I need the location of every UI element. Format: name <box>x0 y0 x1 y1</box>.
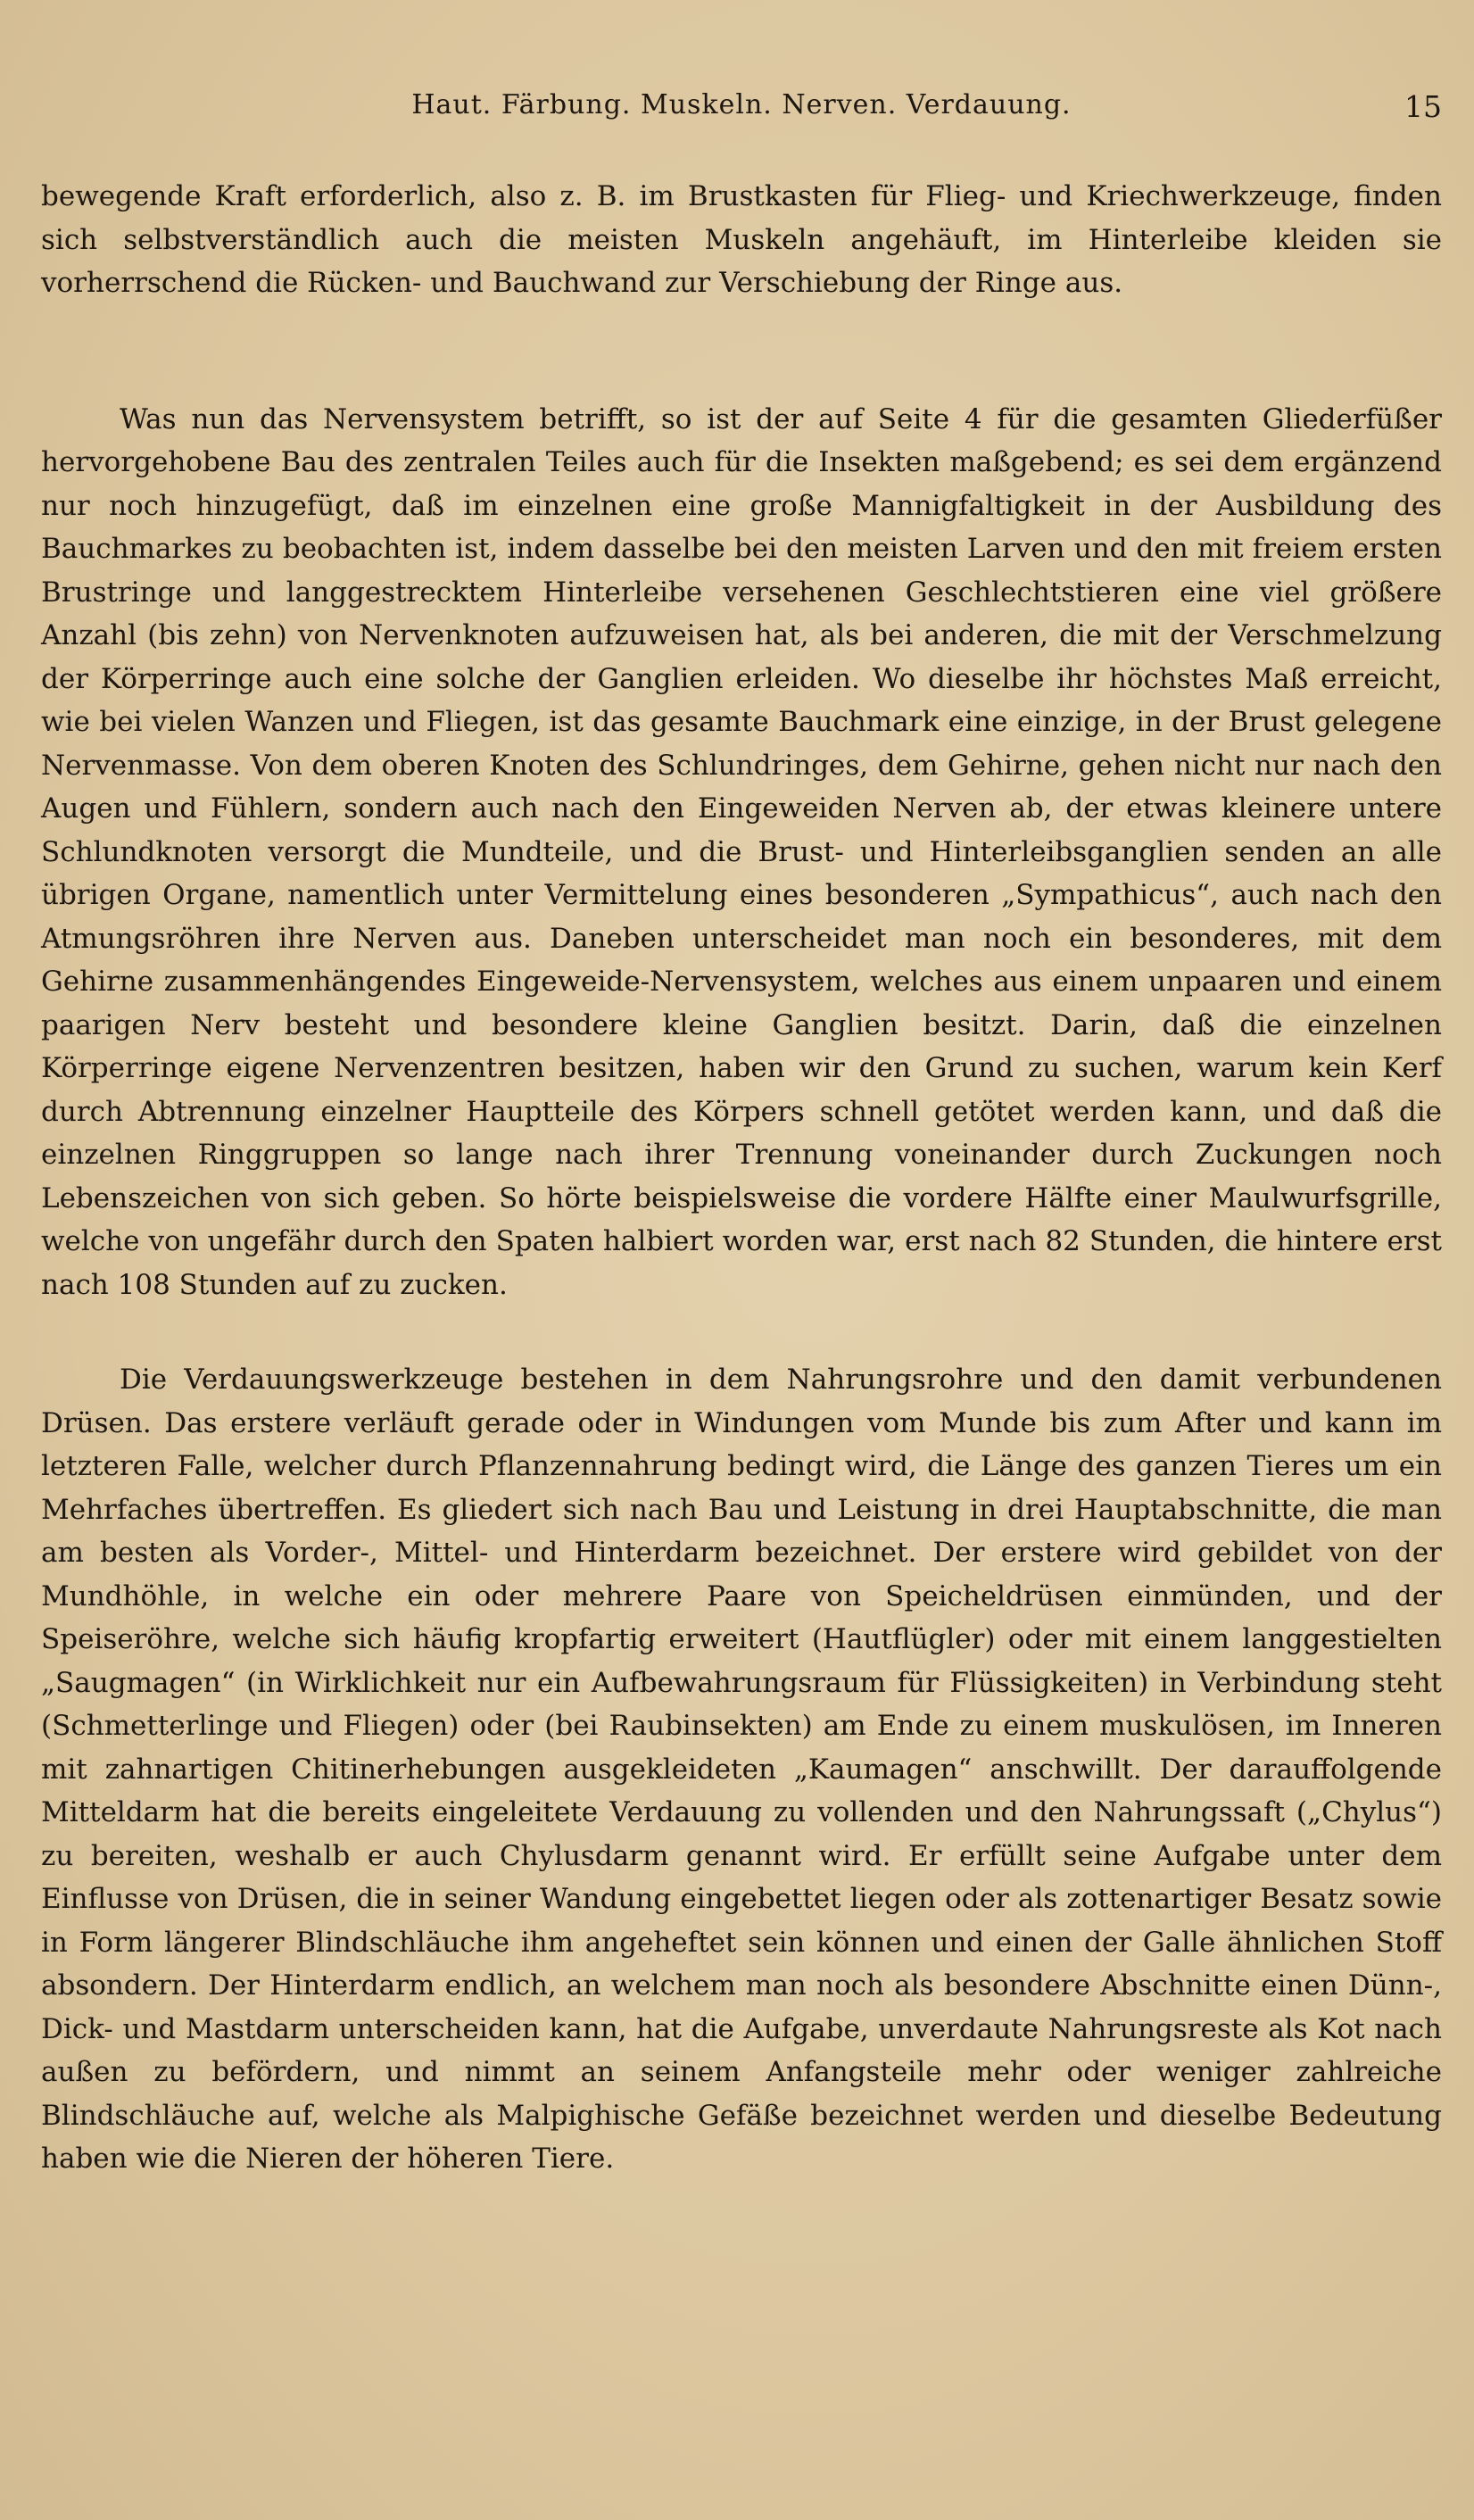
paragraph-nervous-system: Was nun das Nervensystem betrifft, so ist der auf Seite 4 für die gesamten Gliederfüßer hervorgehobene Bau des zentralen Teiles auch für die Insekten maßgebend; es sei dem ergänzend nur noch hinzugefügt, daß im einzelnen eine große Mannigfaltigkeit in der Ausbildung des Bauchmarkes zu beobachten ist, indem dasselbe bei den meisten Larven und den mit freiem ersten Brustringe und langgestrecktem Hinterleibe versehenen Geschlechtstieren eine viel größere Anzahl (bis zehn) von Nervenknoten aufzuweisen hat, als bei anderen, die mit der Verschmelzung der Körperringe auch eine solche der Ganglien erleiden. Wo dieselbe ihr höchstes Maß erreicht, wie bei vielen Wanzen und Fliegen, ist das gesamte Bauchmark eine einzige, in der Brust gelegene Nervenmasse. Von dem oberen Knoten des Schlundringes, dem Gehirne, gehen nicht nur nach den Augen und Fühlern, sondern auch nach den Eingeweiden Nerven ab, der etwas kleinere untere Schlundknoten versorgt die Mundteile, und die Brust- und Hinterleibsganglien senden an alle übrigen Organe, namentlich unter Vermittelung eines besonderen „Sympathicus“, auch nach den Atmungsröhren ihre Nerven aus. Daneben unterscheidet man noch ein besonderes, mit dem Gehirne zusammenhängendes Eingeweide-Nervensystem, welches aus einem unpaaren und einem paarigen Nerv besteht und besondere kleine Ganglien besitzt. Darin, daß die einzelnen Körperringe eigene Nervenzentren besitzen, haben wir den Grund zu suchen, warum kein Kerf durch Abtrennung einzelner Hauptteile des Körpers schnell getötet werden kann, und daß die einzelnen Ringgruppen so lange nach ihrer Trennung voneinander durch Zuckungen noch Lebenszeichen von sich geben. So hörte beispielsweise die vordere Hälfte einer Maulwurfsgrille, welche von ungefähr durch den Spaten halbiert worden war, erst nach 82 Stunden, die hintere erst nach 108 Stunden auf zu zucken. <box>41 402 1442 1301</box>
page-body <box>41 175 1442 2181</box>
running-title: Haut. Färbung. Muskeln. Nerven. Verdauung. <box>411 89 1072 120</box>
page-number: 15 <box>1404 89 1442 124</box>
page-header <box>41 89 1442 134</box>
paragraph-digestive-organs: Die Verdauungswerkzeuge bestehen in dem Nahrungsrohre und den damit verbundenen Drüsen. Das erstere verläuft gerade oder in Windungen vom Munde bis zum After und kann im letzteren Falle, welcher durch Pflanzennahrung bedingt wird, die Länge des ganzen Tieres um ein Mehrfaches übertreffen. Es gliedert sich nach Bau und Leistung in drei Hauptabschnitte, die man am besten als Vorder-, Mittel- und Hinterdarm bezeichnet. Der erstere wird gebildet von der Mundhöhle, in welche ein oder mehrere Paare von Speicheldrüsen einmünden, und der Speiseröhre, welche sich häufig kropfartig erweitert (Hautflügler) oder mit einem langgestielten „Saugmagen“ (in Wirklichkeit nur ein Aufbewahrungsraum für Flüssigkeiten) in Verbindung steht (Schmetterlinge und Fliegen) oder (bei Raubinsekten) am Ende zu einem muskulösen, im Inneren mit zahnartigen Chitinerhebungen ausgekleideten „Kaumagen“ anschwillt. Der darauffolgende Mitteldarm hat die bereits eingeleitete Verdauung zu vollenden und den Nahrungssaft („Chylus“) zu bereiten, weshalb er auch Chylusdarm genannt wird. Er erfüllt seine Aufgabe unter dem Einflusse von Drüsen, die in seiner Wandung eingebettet liegen oder als zottenartiger Besatz sowie in Form längerer Blindschläuche ihm angeheftet sein können und einen der Galle ähnlichen Stoff absondern. Der Hinterdarm endlich, an welchem man noch als besondere Abschnitte einen Dünn-, Dick- und Mastdarm unterscheiden kann, hat die Aufgabe, unverdaute Nahrungsreste als Kot nach außen zu befördern, und nimmt an seinem Anfangsteile mehr oder weniger zahlreiche Blindschläuche auf, welche als Malpighische Gefäße bezeichnet werden und dieselbe Bedeutung haben wie die Nieren der höheren Tiere. <box>41 1364 1442 2175</box>
paragraph-muscles-continued: bewegende Kraft erforderlich, also z. B. im Brustkasten für Flieg- und Kriechwerkzeuge, finden sich selbstverständlich auch die meisten Muskeln angehäuft, im Hinterleibe kleiden sie vorherrschend die Rücken- und Bauchwand zur Verschiebung der Ringe aus. <box>41 180 1442 299</box>
